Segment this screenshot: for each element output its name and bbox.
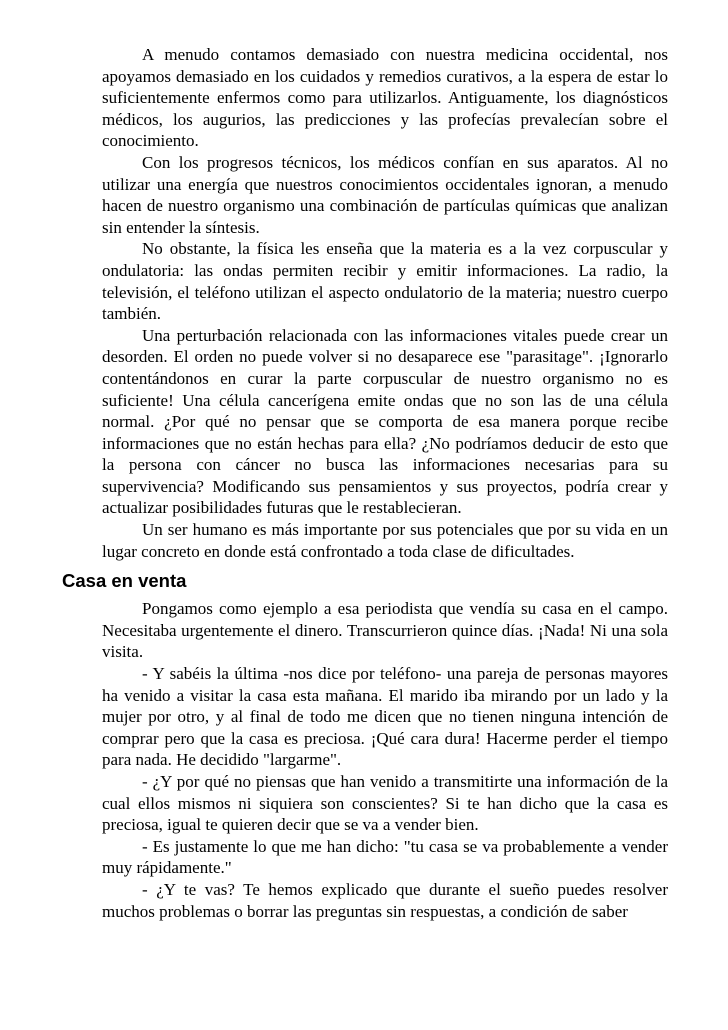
section-body-1 <box>102 44 668 562</box>
paragraph: Con los progresos técnicos, los médicos confían en sus aparatos. Al no utilizar una energía que nuestros conocimientos occidentales ignoran, a menudo hacen de nuestro organismo una combinación de partículas químicas que analizan sin entender la síntesis. <box>102 152 668 237</box>
paragraph: Pongamos como ejemplo a esa periodista que vendía su casa en el campo. Necesitaba urgentemente el dinero. Transcurrieron quince días. ¡Nada! Ni una sola visita. <box>102 599 668 662</box>
paragraph: - Y sabéis la última -nos dice por teléfono- una pareja de personas mayores ha venido a visitar la casa esta mañana. El marido iba mirando por un lado y la mujer por otro, y al final de todo me dicen que no tienen ninguna intención de comprar pero que la casa es preciosa. ¡Qué cara dura! Hacerme perder el tiempo para nada. He decidido "largarme". <box>102 664 668 770</box>
paragraph: No obstante, la física les enseña que la materia es a la vez corpuscular y ondulatoria: las ondas permiten recibir y emitir informaciones. La radio, la televisión, el teléfono utilizan el aspecto ondulatorio de la materia; nuestro cuerpo también. <box>102 239 668 324</box>
paragraph: Una perturbación relacionada con las informaciones vitales puede crear un desorden. El orden no puede volver si no desaparece ese "parasitage". ¡Ignorarlo contentándonos en curar la parte corpuscular de nuestro organismo no es suficiente! Una célula cancerígena emite ondas que no son las de una célula normal. ¿Por qué no pensar que se comporta de esa manera porque recibe informaciones que no están hechas para ella? ¿No podríamos deducir de esto que la persona con cáncer no busca las informaciones necesarias para su supervivencia? Modificando sus pensamientos y sus proyectos, podría crear y actualizar posibilidades futuras que le restablecieran. <box>102 325 668 518</box>
paragraph: Un ser humano es más importante por sus potenciales que por su vida en un lugar concreto en donde está confrontado a toda clase de dificultades. <box>102 520 668 561</box>
paragraph: - Es justamente lo que me han dicho: "tu casa se va probablemente a vender muy rápidamente." <box>102 836 668 878</box>
section-heading: Casa en venta <box>62 570 187 592</box>
paragraph: - ¿Y por qué no piensas que han venido a transmitirte una información de la cual ellos mismos ni siquiera son conscientes? Si te han dicho que la casa es preciosa, igual te quieren decir que se va a vender bien. <box>102 772 668 835</box>
section-body-2 <box>102 598 668 922</box>
paragraph: - ¿Y te vas? Te hemos explicado que durante el sueño puedes resolver muchos problemas o borrar las preguntas sin respuestas, a condición de saber <box>102 879 668 921</box>
paragraph: A menudo contamos demasiado con nuestra medicina occidental, nos apoyamos demasiado en los cuidados y remedios curativos, a la espera de estar lo suficientemente enfermos como para utilizarlos. Antiguamente, los diagnósticos médicos, los augurios, las predicciones y las profecías prevalecían sobre el conocimiento. <box>102 45 668 151</box>
